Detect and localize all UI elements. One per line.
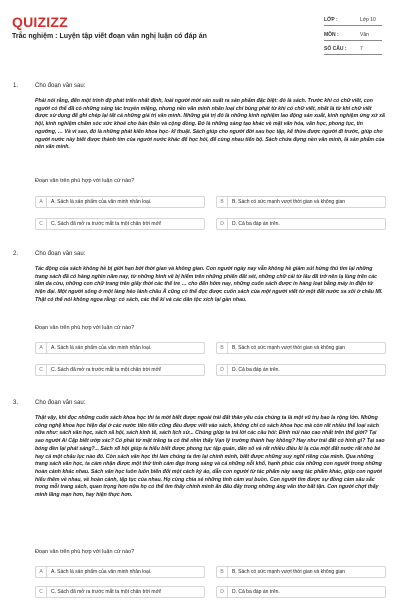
meta-label: SỐ CÂU : (324, 46, 347, 52)
question-number: 1. (13, 83, 19, 89)
answer-option-a[interactable] (35, 196, 205, 208)
option-letter: D (217, 587, 228, 598)
option-text: D. Cả ba đáp án trên. (232, 589, 280, 595)
page-title: Trắc nghiệm : Luyện tập viết đoạn văn nghị luận có đáp án (12, 33, 207, 40)
answer-option-b[interactable] (216, 566, 386, 578)
option-letter: C (36, 219, 47, 230)
option-letter: B (217, 197, 228, 208)
question-number: 3. (13, 400, 19, 406)
option-text: A. Sách là sản phẩm của văn minh nhân loại. (51, 345, 152, 351)
option-letter: C (36, 365, 47, 376)
option-letter: C (36, 587, 47, 598)
answer-option-d[interactable] (216, 364, 386, 376)
answer-option-c[interactable] (35, 364, 205, 376)
option-text: B. Sách có sức mạnh vượt thời gian và không gian (232, 345, 346, 351)
answer-option-c[interactable] (35, 586, 205, 598)
answer-option-b[interactable] (216, 196, 386, 208)
option-text: C. Sách đã mở ra trước mắt ta một chân trời mới! (51, 367, 162, 373)
option-text: B. Sách có sức mạnh vượt thời gian và không gian (232, 199, 346, 205)
meta-question-count (324, 46, 363, 52)
meta-value: 7 (360, 46, 363, 52)
meta-value: Văn (360, 32, 369, 38)
meta-value: Lớp 10 (360, 17, 376, 23)
quizizz-logo: QUIZIZZ (12, 14, 68, 30)
answer-option-d[interactable] (216, 586, 386, 598)
question-number: 2. (13, 251, 19, 257)
question-heading: Cho đoạn văn sau: (35, 251, 86, 257)
answer-option-a[interactable] (35, 566, 205, 578)
option-letter: B (217, 343, 228, 354)
meta-subject (324, 32, 369, 38)
question-passage: Phải nói rằng, đến một trình độ phát triển nhất định, loài người mới sản xuất ra sản phẩm đặc biệt: đó là sách. Trước khi có chữ viết, con người có thể đã có những sáng tác truyền miệng, nhưng nền văn minh nhân loại chỉ bùng phát từ khi có chữ viết, nhất là từ khi chữ viết được sử dụng để ghi chép lại tất cả những giá trị văn minh. Những giá trị đó là những kinh nghiệm lao động sản xuất, kinh nghiệm ứng xử xã hội, kinh nghiệm chăm sóc sức khoẻ cho bản thân và cộng đồng. Đó là những sáng tạo khác về mặt văn hóa, văn học, phong tục, tín ngưỡng, … Và vì sao, đó là những phát kiến khoa học- kĩ thuật. Sách giúp cho người đời sau học tập, kế thừa được người đi trước, giúp cho người nước này biết được thành tim của người nước khác để học hỏi, để cùng nhau tiến bộ. Sách chứa đựng nền văn minh, là sản phẩm của nền văn minh. (35, 98, 385, 151)
option-letter: A (36, 567, 47, 578)
option-letter: D (217, 365, 228, 376)
meta-class (324, 17, 376, 23)
option-text: C. Sách đã mở ra trước mắt ta một chân trời mới! (51, 589, 162, 595)
option-text: B. Sách có sức mạnh vượt thời gian và không gian (232, 569, 346, 575)
answer-option-d[interactable] (216, 218, 386, 230)
question-prompt: Đoạn văn trên phù hợp với luận cứ nào? (35, 549, 135, 555)
option-letter: D (217, 219, 228, 230)
question-passage: Tác động của sách không hề bị giới hạn bởi thời gian và không gian. Con người ngày nay vẫn không hề giảm sút hứng thú tìm lại những trang sách đã có hàng nghìn năm nay, từ những hình vẽ bị hiểm trên những phiến đất sét, những chữ cái từ lâu đã trở nên lạ lùng trên các tấm da cừu, những con chữ trang trên giấy thời các thế tre … cho đến hôm nay, những cuốn sách được in hàng loạt bằng máy in điện tử hiện đại. Một người sống ở một làng hẻo lánh châu Á cũng có thể đọc được cuốn sách của một người viết từ một đất nước xa xôi ở châu Mĩ. Thật có thể nói không ngoa rằng: có sách, các thế kỉ và các dân tộc xích lại gần nhau. (35, 266, 383, 303)
question-prompt: Đoạn văn trên phù hợp với luận cứ nào? (35, 178, 135, 184)
answer-option-b[interactable] (216, 342, 386, 354)
option-letter: B (217, 567, 228, 578)
option-letter: A (36, 197, 47, 208)
meta-label: LỚP : (324, 17, 338, 23)
option-text: D. Cả ba đáp án trên. (232, 367, 280, 373)
option-letter: A (36, 343, 47, 354)
answer-option-a[interactable] (35, 342, 205, 354)
question-heading: Cho đoạn văn sau: (35, 83, 86, 89)
option-text: C. Sách đã mở ra trước mắt ta một chân trời mới! (51, 221, 162, 227)
meta-label: MÔN : (324, 32, 339, 38)
answer-option-c[interactable] (35, 218, 205, 230)
option-text: A. Sách là sản phẩm của văn minh nhân loại. (51, 199, 152, 205)
option-text: A. Sách là sản phẩm của văn minh nhân loại. (51, 569, 152, 575)
question-prompt: Đoạn văn trên phù hợp với luận cứ nào? (35, 325, 135, 331)
question-passage: Thật vậy, khi đọc những cuốn sách khoa học thì ta mới biết được ngoài trái đất thân yêu của chúng ta là một vũ trụ bao la rộng lớn. Những công nghệ khoa học hiện đại ở các nước tiên tiến cũng đều được viết vào sách, không chỉ có sách khoa học mà còn rất nhiều thể loại sách nữa như: sách văn học, sách xã hội, sách kinh tế, sách lịch sử... Chúng giúp ta trả lời các câu hỏi: Đỉnh núi nào cao nhất trên thế giới? Tại sao người Ai Cập biết ướp xác? Có phải từ mặt trăng ta có thể nhìn thấy Vạn lý trường thành hay không? Hay như trái đất có hình gì? Tại sao bóng đèn lại phát sáng?... Sách x8 hội giúp ta hiểu biết được phong tục tập quán, dân số và rất nhiều điều kì lạ của một đất nước rất nhỏ bé hay cả một châu lục nào đó. Còn sách văn học thì làm chúng ta tìm lại chính mình, biết được những suy nghĩ riêng của mình. Qua những trang sách văn học, ta cảm nhận được một thứ tình cảm đẹp trong sáng và cả những nỗi khổ, hạnh phúc của những con người trong những hoàn cảnh khác nhau. Sách văn học luôn luôn biến đổi một cách kỳ ảo, dẫn con người từ tác phẩm này sang tác phẩm khác, giúp con người hiểu thêm về nhau, về hoàn cảnh, tập tục của nhau. Họ cùng chia sẻ những tình cảm vui buồn. Con người tìm được sự đồng cảm sâu sắc trong mỗi trang sách, quan trọng hơn nữa họ có thể tìm thấy chính mình ẩn đâu đây trong những áng văn thơ bất tận. Con người chợt thấy mình lãng mạn hơn, hay hiện thực hơn. (35, 415, 385, 499)
question-heading: Cho đoạn văn sau: (35, 400, 86, 406)
option-text: D. Cả ba đáp án trên. (232, 221, 280, 227)
